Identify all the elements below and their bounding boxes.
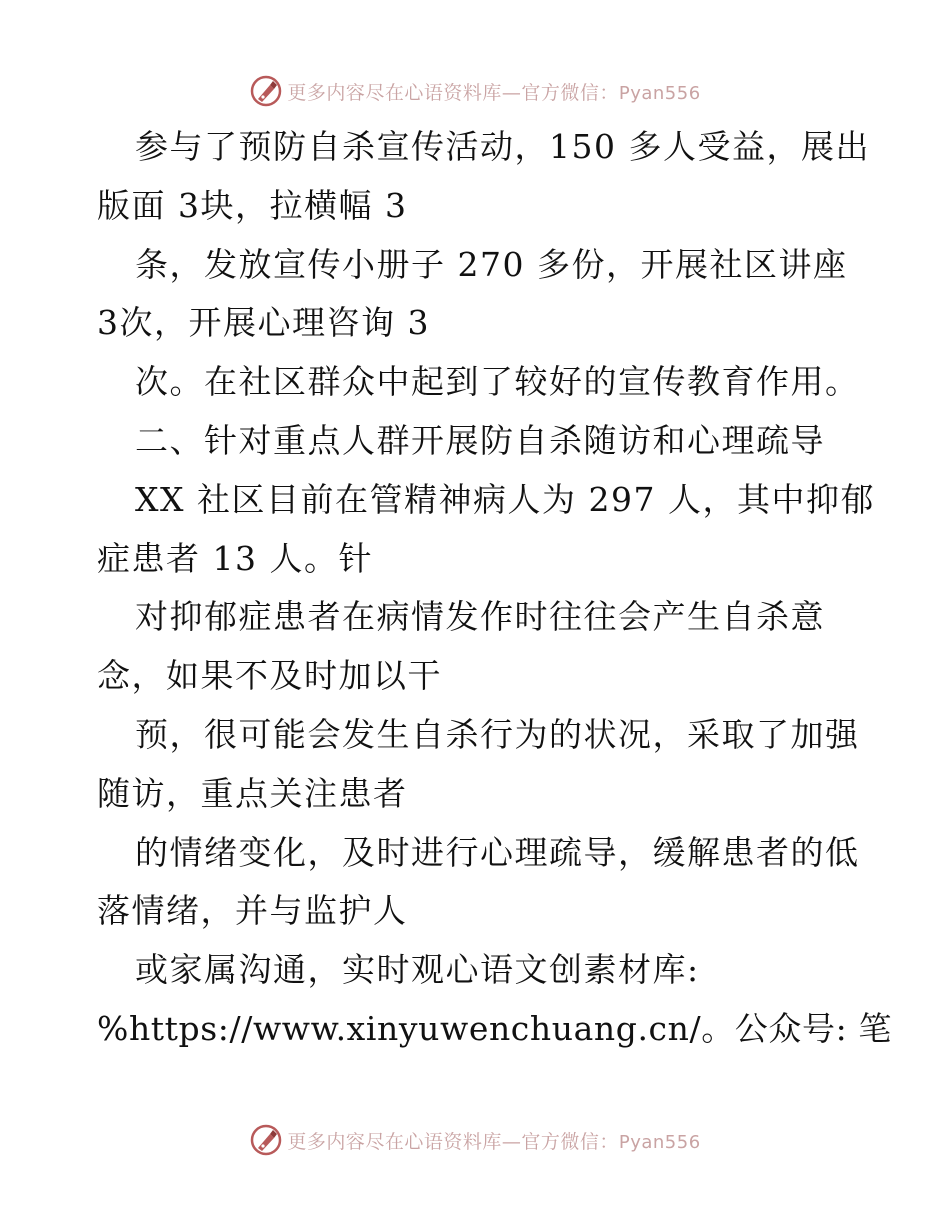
text-line: 随访，重点关注患者 (97, 773, 408, 813)
text-line: XX 社区目前在管精神病人为 297 人，其中抑郁 (135, 479, 875, 519)
pen-nib-logo-icon (249, 1123, 283, 1157)
watermark-wechat-id: Pyan556 (618, 82, 701, 104)
text-line: 二、针对重点人群开展防自杀随访和心理疏导 (135, 420, 825, 460)
header-watermark (0, 71, 950, 111)
watermark-text: 更多内容尽在心语资料库—官方微信：Pyan556 (287, 81, 701, 104)
document-body (97, 118, 892, 1059)
text-line: 预，很可能会发生自杀行为的状况，采取了加强 (135, 714, 860, 754)
text-line: 3次，开展心理咨询 3 (97, 303, 430, 343)
text-line: 版面 3块，拉横幅 3 (97, 185, 408, 225)
watermark-text: 更多内容尽在心语资料库—官方微信：Pyan556 (287, 1130, 701, 1153)
text-line: 念，如果不及时加以干 (97, 656, 442, 696)
pen-nib-logo-icon (249, 74, 283, 108)
text-line: 次。在社区群众中起到了较好的宣传教育作用。 (135, 362, 860, 402)
text-line: 对抑郁症患者在病情发作时往往会产生自杀意 (135, 597, 825, 637)
text-line: 的情绪变化，及时进行心理疏导，缓解患者的低 (135, 832, 860, 872)
text-line: 症患者 13 人。针 (97, 538, 373, 578)
text-line: 条，发放宣传小册子 270 多份，开展社区讲座 (135, 244, 848, 284)
text-line-url: %https://www.xinyuwenchuang.cn/。公众号: 笔 (97, 1008, 892, 1048)
text-line: 参与了预防自杀宣传活动，150 多人受益，展出 (135, 127, 870, 166)
text-line: 或家属沟通，实时观心语文创素材库: (135, 950, 700, 990)
text-line: 落情绪，并与监护人 (97, 891, 408, 931)
watermark-wechat-id: Pyan556 (618, 1131, 701, 1153)
footer-watermark (0, 1120, 950, 1160)
